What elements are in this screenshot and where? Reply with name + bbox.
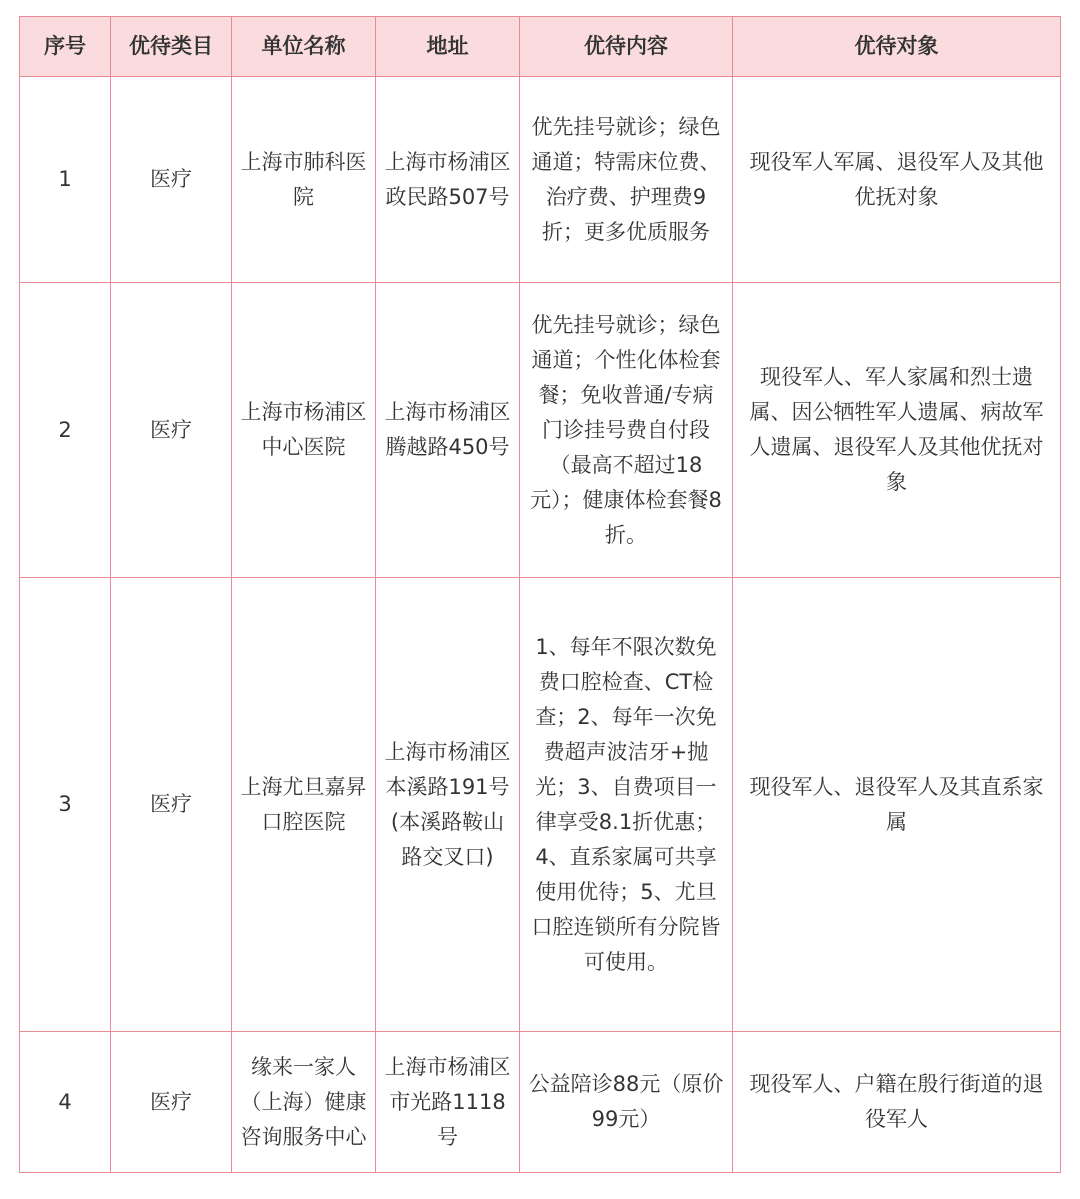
- cell-no: 4: [20, 1032, 111, 1173]
- cell-content: 1、每年不限次数免费口腔检查、CT检查；2、每年一次免费超声波洁牙+抛光；3、自费项目一律享受8.1折优惠；4、直系家属可共享使用优待；5、尤旦口腔连锁所有分院皆可使用。: [520, 578, 733, 1032]
- cell-address: 上海市杨浦区市光路1118号: [376, 1032, 520, 1173]
- cell-target: 现役军人、户籍在殷行街道的退役军人: [733, 1032, 1061, 1173]
- cell-content: 优先挂号就诊；绿色通道；个性化体检套餐；免收普通/专病门诊挂号费自付段（最高不超过18元）；健康体检套餐8折。: [520, 283, 733, 578]
- cell-category: 医疗: [111, 1032, 232, 1173]
- header-content: 优待内容: [520, 17, 733, 77]
- cell-category: 医疗: [111, 578, 232, 1032]
- table-row: [20, 578, 1061, 1032]
- table-row: [20, 1032, 1061, 1173]
- header-address: 地址: [376, 17, 520, 77]
- cell-target: 现役军人、军人家属和烈士遗属、因公牺牲军人遗属、病故军人遗属、退役军人及其他优抚对象: [733, 283, 1061, 578]
- cell-category: 医疗: [111, 283, 232, 578]
- cell-address: 上海市杨浦区本溪路191号(本溪路鞍山路交叉口): [376, 578, 520, 1032]
- cell-no: 2: [20, 283, 111, 578]
- cell-no: 3: [20, 578, 111, 1032]
- benefits-table: [19, 16, 1061, 1173]
- header-no: 序号: [20, 17, 111, 77]
- table-row: [20, 77, 1061, 283]
- header-target: 优待对象: [733, 17, 1061, 77]
- cell-unit: 上海市肺科医院: [232, 77, 376, 283]
- cell-no: 1: [20, 77, 111, 283]
- cell-category: 医疗: [111, 77, 232, 283]
- header-unit: 单位名称: [232, 17, 376, 77]
- cell-content: 优先挂号就诊；绿色通道；特需床位费、治疗费、护理费9折；更多优质服务: [520, 77, 733, 283]
- header-category: 优待类目: [111, 17, 232, 77]
- cell-address: 上海市杨浦区腾越路450号: [376, 283, 520, 578]
- table-row: [20, 283, 1061, 578]
- cell-target: 现役军人军属、退役军人及其他优抚对象: [733, 77, 1061, 283]
- cell-unit: 上海市杨浦区中心医院: [232, 283, 376, 578]
- table-header-row: [20, 17, 1061, 77]
- cell-content: 公益陪诊88元（原价99元）: [520, 1032, 733, 1173]
- cell-address: 上海市杨浦区政民路507号: [376, 77, 520, 283]
- cell-unit: 上海尤旦嘉昇口腔医院: [232, 578, 376, 1032]
- cell-target: 现役军人、退役军人及其直系家属: [733, 578, 1061, 1032]
- cell-unit: 缘来一家人（上海）健康咨询服务中心: [232, 1032, 376, 1173]
